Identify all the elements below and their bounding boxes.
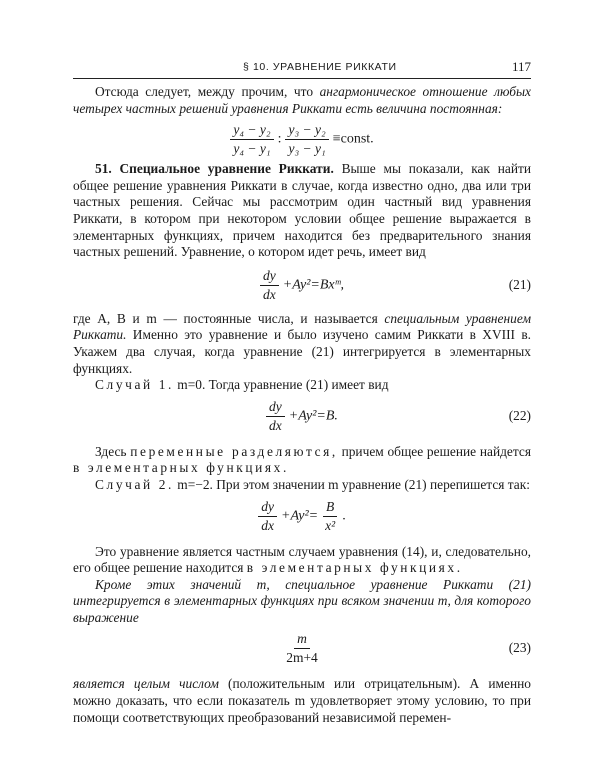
paragraph-integer-condition	[73, 676, 531, 726]
text-span: (положительным или отрицательным). А именно можно доказать, что если показатель m удовлетворяет этому условию, то при помощи соответствующих преобразований независимой перемен-	[73, 676, 531, 725]
italic-term: специальным уравнением Риккати.	[73, 310, 531, 343]
case-label: Случай 2.	[95, 476, 174, 492]
equation-number: (23)	[508, 640, 531, 656]
text-span: Это уравнение является частным случаем уравнения (14), и, следовательно, его общее решение находится	[73, 543, 531, 576]
equation-21	[73, 261, 531, 311]
derivative-fraction: $\frac{dy}{dx}$	[260, 269, 279, 302]
spaced-text: в элементарных функциях.	[246, 560, 463, 576]
text-span: Именно это уравнение и было изучено самим Риккати в XVIII в. Укажем два случая, когда уравнение (21) интегрируется в элементарных функциях.	[73, 327, 531, 376]
case-label: Случай 1.	[95, 377, 174, 393]
paragraph-51	[73, 161, 531, 261]
page-number: 117	[511, 59, 531, 74]
section-title: § 10. УРАВНЕНИЕ РИККАТИ	[243, 61, 397, 73]
equation-22	[73, 394, 531, 444]
paragraph-other-values	[73, 577, 531, 627]
rhs-fraction: $\frac{B}{\text{x²}}$	[322, 500, 338, 533]
derivative-fraction: $\frac{dy}{dx}$	[266, 400, 285, 433]
derivative-fraction: $\frac{dy}{dx}$	[258, 500, 277, 533]
period: .	[342, 508, 346, 523]
text-span: Отсюда следует, между прочим, что	[95, 84, 320, 99]
italic-statement: ангармоническое отношение любых четырех частных решений уравнения Риккати есть величина постоянная:	[73, 84, 531, 116]
case-2-line	[73, 477, 531, 494]
italic-statement: Кроме этих значений m, специальное уравнение Риккати (21) интегрируется в элементарных функциях при всяком значении m, для которого выражение	[73, 576, 531, 625]
spaced-text: в элементарных функциях.	[73, 460, 289, 476]
page-body	[73, 84, 531, 726]
equation-middle: +Ay²=	[281, 508, 319, 523]
equation-cross-ratio	[73, 117, 531, 161]
equation-rest: +Ay²=Bxᵐ,	[282, 277, 344, 293]
italic-term: является целым числом	[73, 676, 219, 692]
equation-23	[73, 626, 531, 676]
spaced-text: переменные разделяются,	[130, 443, 338, 459]
colon-symbol: :	[277, 131, 282, 147]
equation-rest: +Ay²=B.	[288, 408, 338, 424]
text-span: причем общее решение найдется	[337, 443, 531, 459]
case-1-line	[73, 377, 531, 394]
fraction: $\frac{\text{y₃ − y₂}}{\text{y₃ − y₁}}$	[285, 123, 328, 156]
text-span: Здесь	[95, 443, 131, 459]
equation-number: (22)	[508, 407, 531, 423]
paragraph-special-riccati	[73, 311, 531, 377]
running-header	[73, 58, 531, 79]
text-span: m=−2. При этом значении m уравнение (21) перепишется так:	[173, 476, 530, 492]
const-rhs: ≡const.	[332, 131, 374, 147]
text-span: Выше мы показали, как найти общее решение уравнения Риккати в случае, когда известно одно, два или три частных решения. Сейчас мы рассмотрим один частный вид уравнения Риккати, в котором при некотором условии общее решение выражается в элементарных функциях, причем находится без предварительного знания частных решений. Уравнение, о котором идет речь, имеет вид	[73, 161, 532, 260]
m-fraction: $\frac{m}{2m+4}$	[286, 631, 318, 666]
paragraph-eq14	[73, 544, 531, 577]
equation-case-2	[73, 494, 531, 544]
paragraph-separable	[73, 444, 531, 477]
text-span: m=0. Тогда уравнение (21) имеет вид	[173, 377, 389, 393]
paragraph-cross-ratio	[73, 84, 531, 117]
equation-number: (21)	[508, 276, 531, 292]
text-span: где A, B и m — постоянные числа, и называется	[73, 310, 385, 326]
section-heading-51: 51. Специальное уравнение Риккати.	[95, 161, 334, 177]
fraction: $\frac{\text{y₄ − y₂}}{\text{y₄ − y₁}}$	[230, 123, 273, 156]
